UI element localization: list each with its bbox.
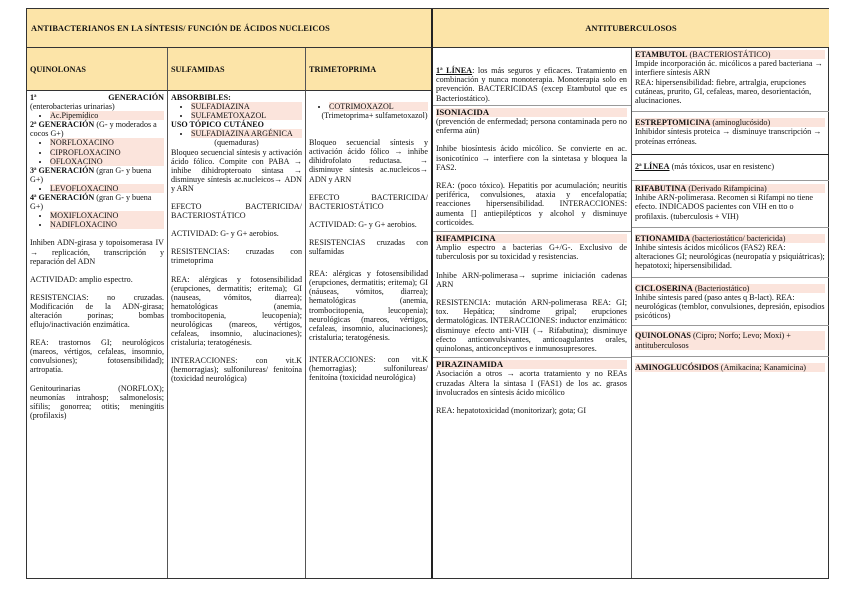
segunda-linea-text: (más tóxicos, usar en resistenc) bbox=[671, 161, 775, 171]
gen3-note: (gran G- y buena G+) bbox=[30, 165, 152, 184]
pirazinamida-section bbox=[433, 357, 631, 415]
rifampicina-mechanism: Inhibe ARN-polimerasa→ suprime iniciación cadenas ARN bbox=[436, 270, 627, 289]
right-section-title: ANTITUBERCULOSOS bbox=[585, 23, 677, 33]
rifabutina-section bbox=[632, 180, 829, 221]
pharmacology-table bbox=[26, 8, 829, 579]
segunda-linea-label: 2ª LÍNEA bbox=[635, 161, 670, 171]
etambutol-section bbox=[632, 48, 829, 105]
trimetoprima-activity: ACTIVIDAD: G- y G+ aerobios. bbox=[309, 219, 417, 229]
trimetoprima-rea: REA: alérgicas y fotosensibilidad (erupciones, dermatitis; eritema); GI (náuseas, vómitos, diarrea); hematológicas (anemia, trombocitopenia, leucopenia); neurológicas (mareos, vértigos, cefaleas, insomnio, alucinaciones); cristaluria; teratogénesis. bbox=[309, 269, 428, 342]
quinolonas-title: QUINOLONAS bbox=[30, 64, 86, 74]
rifampicina-title: RIFAMPICINA bbox=[436, 234, 627, 243]
trimetoprima-mechanism: Bloqueo secuencial síntesis y activación ácido fólico → inhibe dihidrofolato reductasa. → disminuye síntesis ac.nucleicos→ ADN y ARN bbox=[309, 138, 428, 184]
trimetoprima-interactions: INTERACCIONES: con vit.K (hemorragias); sulfonilureas/ fenitoína (toxicidad neurológica) bbox=[309, 354, 428, 383]
trimetoprima-header bbox=[306, 48, 433, 91]
pirazinamida-text: Asociación a otros → acorta tratamiento y no REAs cruzadas Altera la sintasa I (FAS1) de los ac. grasos involucrados en síntesis ácido micólico bbox=[436, 369, 627, 397]
rifabutina-text: Inhibe ARN-polimerasa. Recomen si Rifampi no tiene efecto. INDICADOS pacientes con VIH en tto o profilaxis. (tuberculosis + VIH) bbox=[635, 193, 814, 221]
gen1-note: (enterobacterias urinarias) bbox=[30, 102, 115, 112]
quinolonas-header bbox=[27, 48, 168, 91]
sulfamidas-effect: EFECTO BACTERICIDA/ BACTERIOSTÁTICO bbox=[171, 202, 302, 221]
isoniacida-note: (prevención de enfermedad; persona contaminada pero no enferma aún) bbox=[436, 117, 627, 136]
cicloserina-section bbox=[632, 277, 829, 321]
trimetoprima-drug-note: (Trimetoprima+ sulfametoxazol) bbox=[321, 111, 428, 121]
cicloserina-text: Inhibe síntesis pared (paso antes q B-lact). REA: neurológicas (temblor, convulsiones, depresión, episodios psicóticos) bbox=[635, 292, 825, 321]
quinolonas-resistance: RESISTENCIAS: no cruzadas. Modificación de la ADN-girasa; alteración porinas; bombas eflujo/inactivación enzimática. bbox=[30, 292, 164, 330]
estreptomicina-note: (aminoglucósido) bbox=[712, 118, 771, 128]
sulfamidas-resistance: RESISTENCIAS: cruzadas con trimetoprima bbox=[171, 247, 302, 266]
primera-linea-section bbox=[433, 48, 631, 103]
gen1-word: GENERACIÓN bbox=[108, 93, 164, 102]
isoniacida-rea: REA: (poco tóxico). Hepatitis por acumulación; neuritis periférica, convulsiones, ataxia y encefalopatía; reacciones hipersensibilidad. INTERACCIONES: aumenta [] antiepilépticos y alcohol y disminuye corticoides. bbox=[436, 181, 627, 227]
sulfamidas-interactions: INTERACCIONES: con vit.K (hemorragias); sulfonilureas/ fenitoína (toxicidad neurológica) bbox=[171, 356, 302, 384]
etambutol-rea: REA: hipersensibilidad: fiebre, artralgia, erupciones cutáneas, prurito, GI, cefaleas, mareo, desorientación, alucinaciones. bbox=[635, 77, 812, 106]
etionamida-title: ETIONAMIDA bbox=[635, 233, 691, 243]
quinolonas-mechanism: Inhiben ADN-girasa y topoisomerasa IV → replicación, transcripción y reparación del ADN bbox=[30, 238, 164, 266]
gen1-drug: • Ac.Pipemídico bbox=[50, 111, 164, 120]
rifampicina-section bbox=[433, 231, 631, 353]
aminoglucosidos-title: AMINOGLUCÓSIDOS bbox=[635, 362, 719, 372]
quinolonas-tb-title: QUINOLONAS bbox=[635, 331, 691, 341]
quinolonas-tb-section bbox=[632, 325, 829, 349]
gen4-drug: • MOXIFLOXACINO bbox=[50, 211, 164, 220]
isoniacida-section bbox=[433, 105, 631, 227]
etionamida-section bbox=[632, 227, 829, 271]
gen1-label: 1ª bbox=[30, 93, 37, 102]
estreptomicina-section bbox=[632, 111, 829, 146]
cicloserina-note: (Bacteriostático) bbox=[694, 283, 750, 293]
sulfamidas-header bbox=[168, 48, 306, 91]
right-section-header bbox=[433, 9, 829, 48]
etambutol-mechanism: Impide incorporación ác. micólicos a pared bacteriana → interfiere síntesis ARN bbox=[635, 59, 823, 78]
trimetoprima-effect: EFECTO BACTERICIDA/ BACTERIOSTÁTICO bbox=[309, 192, 428, 211]
quinolonas-tb-text: (Cipro; Norfo; Levo; Moxi) + antituberculosos bbox=[635, 331, 791, 350]
pirazinamida-title: PIRAZINAMIDA bbox=[436, 360, 627, 369]
rifampicina-rea: RESISTENCIA: mutación ARN-polimerasa REA: GI; tox. Hepática; síndrome gripal; erupciones dermatológicas. INTERACCIONES: inductor enzimático: disminuye efecto anti-VIH (→ Rifabutina); disminuye efecto anticonvulsivantes, anticoagulantes orales, quinolonas, anticonceptivos e inmunosupresores. bbox=[436, 298, 627, 354]
gen2-drug: • NORFLOXACINO bbox=[50, 138, 164, 147]
rifabutina-note: (Derivado Rifampicina) bbox=[688, 184, 767, 194]
sulfamidas-rea: REA: alérgicas y fotosensibilidad (erupciones, dermatitis; eritema); GI (nauseas, vómitos, diarrea); hematológicas (anemia, trombocitopenia, leucopenia); neurológicas (mareos, vértigos, cefaleas, insomnio, alucinaciones); cristaluria; teratogénesis. bbox=[171, 274, 302, 348]
gen4-label: 4ª GENERACIÓN bbox=[30, 193, 95, 203]
isoniacida-mechanism: Inhibe biosíntesis ácido micólico. Se convierte en ac. isonicotínico → interfiere con la sintetasa y bloquea la FAS2. bbox=[436, 144, 627, 172]
rifampicina-spectrum: Amplio espectro a bacterias G+/G-. Exclusivo de tuberculosis por su toxicidad y resistencias. bbox=[436, 243, 627, 262]
antituberculosos-left-column bbox=[433, 48, 632, 578]
absorbible-drug: • SULFADIAZINA bbox=[191, 102, 302, 111]
absorbibles-label: ABSORBIBLES: bbox=[171, 93, 231, 102]
primera-linea-text: : los más seguros y eficaces. Tratamiento en combinación y nunca monoterapia. Monoterapia solo en prevención. BACTERICIDAS (excep Etambutol que es Bacteriostático). bbox=[436, 66, 627, 103]
quinolonas-rea: REA: trastornos GI; neurológicos (mareos, vértigos, cefaleas, insomnio, convulsiones); fotosensibilidad); artropatía. bbox=[30, 338, 164, 375]
left-section-title: ANTIBACTERIANOS EN LA SÍNTESIS/ FUNCIÓN DE ÁCIDOS NUCLEICOS bbox=[31, 23, 330, 33]
quinolonas-column bbox=[27, 91, 168, 578]
gen2-label: 2ª bbox=[30, 120, 37, 130]
rifabutina-title: RIFABUTINA bbox=[635, 184, 687, 194]
topico-drug: • SULFADIAZINA ARGÉNICA bbox=[191, 129, 302, 138]
etionamida-note: (bacteriostático/ bactericida) bbox=[692, 233, 786, 243]
gen2-drug: • OFLOXACINO bbox=[50, 157, 164, 166]
sulfamidas-title: SULFAMIDAS bbox=[171, 64, 225, 74]
quinolonas-uses: Genitourinarias (NORFLOX); neumonías intrahosp; salmonelosis; sífilis; gonorrea; otitis; meningitis (profilaxis) bbox=[30, 383, 164, 420]
gen4-drug: • NADIFLOXACINO bbox=[50, 220, 164, 229]
estreptomicina-title: ESTREPTOMICINA bbox=[635, 118, 711, 128]
gen3-drug: • LEVOFLOXACINO bbox=[50, 184, 164, 193]
left-section-header bbox=[27, 9, 433, 48]
isoniacida-title: ISONIACIDA bbox=[436, 108, 627, 117]
sulfamidas-column bbox=[168, 91, 306, 578]
primera-linea-label: 1ª LÍNEA bbox=[436, 66, 473, 75]
aminoglucosidos-section bbox=[632, 356, 829, 372]
etionamida-text: Inhibe síntesis ácidos micólicos (FAS2) REA: alteraciones GI; neurológicas (neuropatía y psiquiátricas); hepatotoxi; hipersensibilidad. bbox=[635, 243, 825, 271]
etambutol-title: ETAMBUTOL bbox=[635, 50, 688, 59]
cicloserina-title: CICLOSERINA bbox=[635, 283, 693, 293]
topico-label: USO TÓPICO CUTÁNEO bbox=[171, 120, 264, 130]
aminoglucosidos-text: (Amikacina; Kanamicina) bbox=[720, 362, 807, 372]
etambutol-note: (BACTERIOSTÁTICO) bbox=[689, 50, 771, 59]
trimetoprima-drug: • COTRIMOXAZOL bbox=[329, 102, 428, 111]
trimetoprima-resistance: RESISTENCIAS cruzadas con sulfamidas bbox=[309, 237, 428, 257]
estreptomicina-text: Inhibidor síntesis proteica → disminuye transcripción → proteínas erróneas. bbox=[635, 127, 822, 146]
quinolonas-activity: ACTIVIDAD: amplio espectro. bbox=[30, 274, 133, 284]
gen2-word: GENERACIÓN bbox=[38, 120, 95, 130]
sulfamidas-activity: ACTIVIDAD: G- y G+ aerobios. bbox=[171, 229, 279, 239]
gen2-note: (G- y moderados a cocos G+) bbox=[30, 120, 157, 139]
trimetoprima-column bbox=[306, 91, 433, 578]
antituberculosos-right-column bbox=[632, 48, 829, 578]
pirazinamida-rea: REA: hepatotoxicidad (monitorizar); gota; GI bbox=[436, 406, 587, 416]
gen3-label: 3ª GENERACIÓN bbox=[30, 165, 95, 175]
topico-note: (quemaduras) bbox=[214, 138, 259, 148]
absorbible-drug: • SULFAMETOXAZOL bbox=[191, 111, 302, 120]
gen2-drug: • CIPROFLOXACINO bbox=[50, 148, 164, 157]
gen4-note: (gran G- y buena G+) bbox=[30, 193, 152, 212]
segunda-linea-section bbox=[632, 154, 829, 171]
sulfamidas-mechanism: Bloqueo secuencial síntesis y activación ácido fólico. Compite con PABA → inhibe dihidropteroato sintasa → disminuye síntesis ac.nucleicos→ ADN y ARN bbox=[171, 147, 302, 193]
trimetoprima-title: TRIMETOPRIMA bbox=[309, 64, 377, 74]
